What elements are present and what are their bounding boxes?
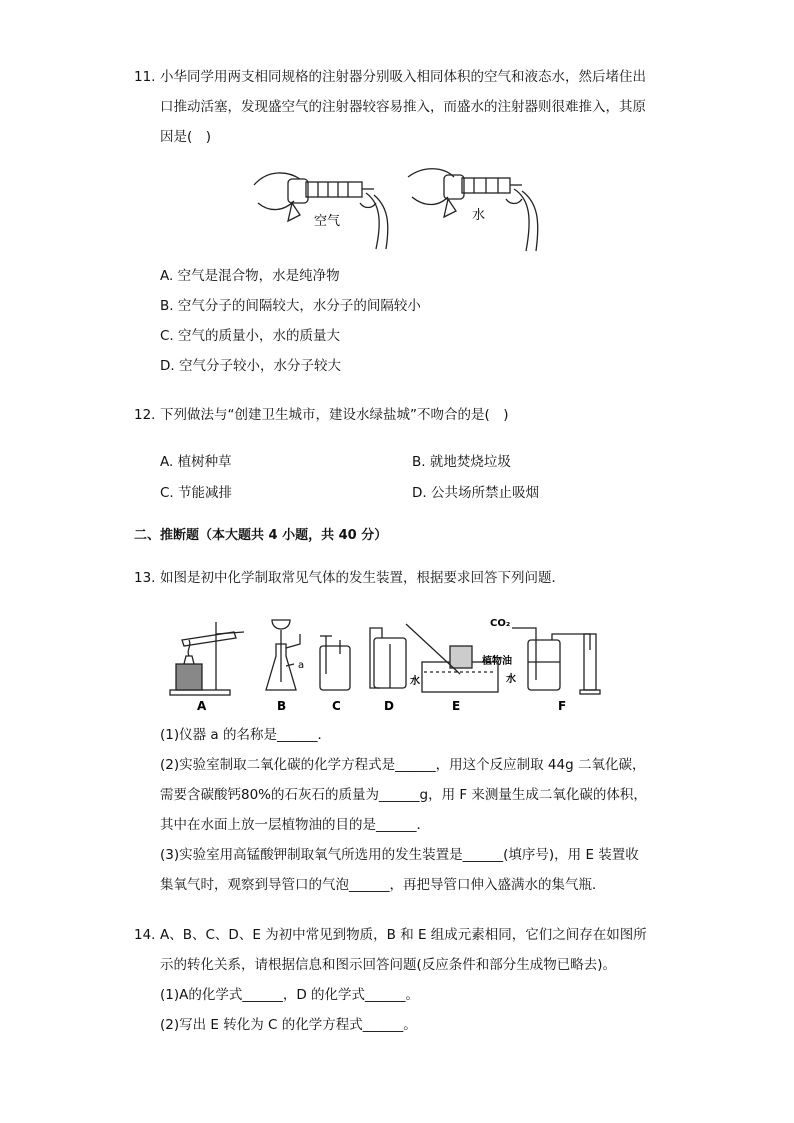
option-b: B. 就地焚烧垃圾 [412,454,511,470]
syringe-figure [248,163,548,253]
label-f: F [558,699,567,712]
question-13 [134,563,674,593]
question-stem-line: 小华同学用两支相同规格的注射器分别吸入相同体积的空气和液态水，然后堵住出 [160,69,646,85]
question-11-options [134,261,674,381]
question-number: 12. [134,407,156,423]
question-stem-line: 因是( ) [160,129,212,145]
part-2-line: (2)实验室制取二氧化碳的化学方程式是______，用这个反应制取 44g 二氧化碳， [160,757,646,773]
part-2-line: 需要含碳酸钙80%的石灰石的质量为______g，用 F 来测量生成二氧化碳的体积， [160,787,647,803]
option-a: A. 植树种草 [160,454,232,470]
option-d: D. 空气分子较小，水分子较大 [160,358,341,374]
part-2-line: 其中在水面上放一层植物油的目的是______． [160,817,430,833]
question-stem-line: 示的转化关系，请根据信息和图示回答问题(反应条件和部分生成物已略去)。 [160,957,617,973]
question-13-parts [134,720,674,900]
question-stem-line: 口推动活塞，发现盛空气的注射器较容易推入，而盛水的注射器则很难推入，其原 [160,99,646,115]
label-c: C [332,699,341,712]
question-number: 11. [134,69,156,85]
option-c: C. 空气的质量小，水的质量大 [160,328,341,344]
label-d: D [384,699,394,712]
apparatus-figure [160,610,610,712]
question-14 [134,920,674,1040]
label-water-e: 水 [410,676,420,687]
question-stem: 如图是初中化学制取常见气体的发生装置，根据要求回答下列问题． [160,570,565,586]
question-11 [134,62,674,152]
label-water: 水 [472,208,486,223]
label-air: 空气 [314,214,341,229]
option-a: A. 空气是混合物，水是纯净物 [160,268,340,284]
part-1: (1)A的化学式______，D 的化学式______。 [160,987,420,1003]
part-3-line: 集氧气时，观察到导管口的气泡______，再把导管口伸入盛满水的集气瓶． [160,877,606,893]
label-b: B [277,699,287,712]
label-e: E [452,699,461,712]
question-12 [134,400,674,430]
section-title: 二、推断题（本大题共 4 小题，共 40 分） [134,528,388,543]
label-co2: CO₂ [490,618,511,629]
label-instrument-a: a [298,660,305,671]
option-c: C. 节能减排 [160,485,233,501]
option-b: B. 空气分子的间隔较大，水分子的间隔较小 [160,298,421,314]
label-a: A [197,699,207,712]
part-2: (2)写出 E 转化为 C 的化学方程式______。 [160,1017,417,1033]
part-3-line: (3)实验室用高锰酸钾制取氧气所选用的发生装置是______(填序号)，用 E 装置收 [160,847,639,863]
question-number: 14. [134,927,156,943]
question-stem-line: A、B、C、D、E 为初中常见到物质，B 和 E 组成元素相同，它们之间存在如图所 [160,927,647,943]
option-d: D. 公共场所禁止吸烟 [412,485,539,501]
label-oil: 植物油 [482,656,512,667]
question-stem: 下列做法与“创建卫生城市，建设水绿盐城”不吻合的是( ) [160,407,509,423]
label-water-f: 水 [506,674,516,685]
part-1: (1)仪器 a 的名称是______． [160,727,331,743]
question-number: 13. [134,570,156,586]
